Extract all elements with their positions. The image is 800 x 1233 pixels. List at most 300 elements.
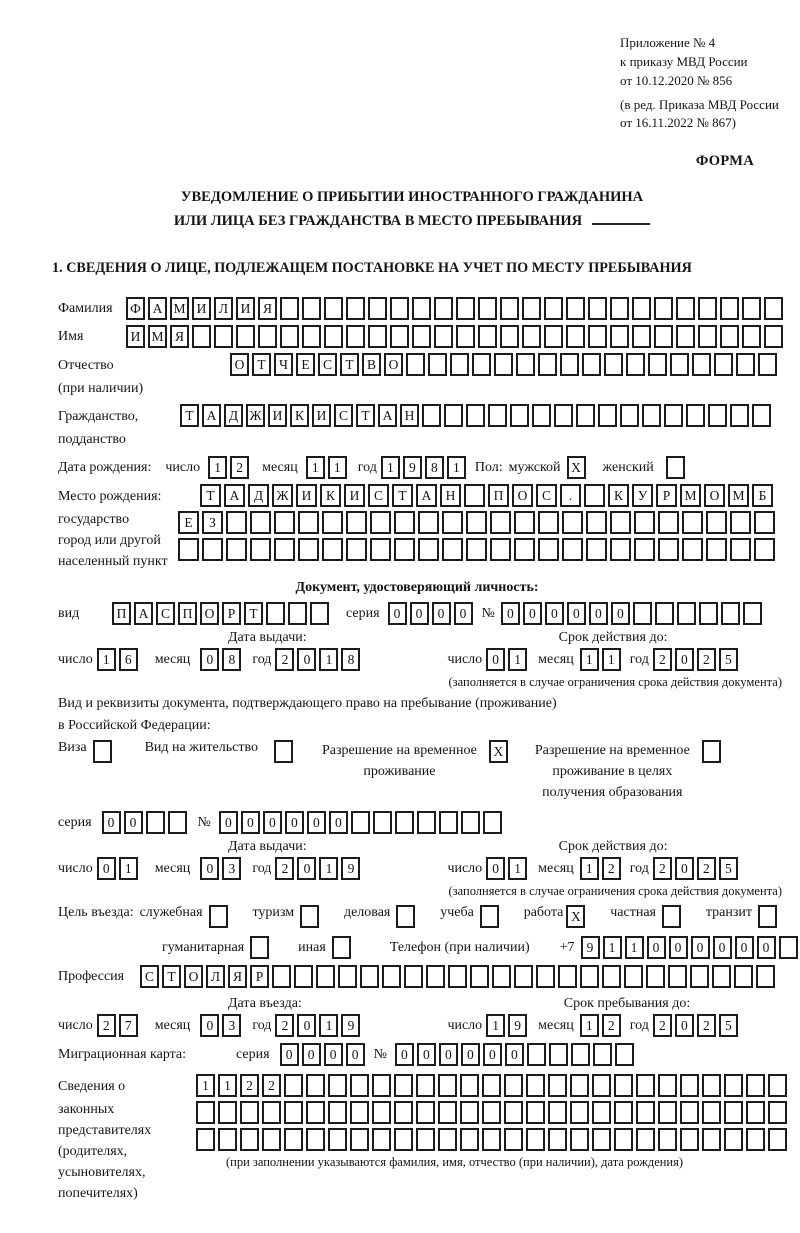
char-cell[interactable] xyxy=(478,297,497,320)
char-cell[interactable]: Н xyxy=(440,484,461,507)
char-cell[interactable]: М xyxy=(148,325,167,348)
checkbox-study[interactable] xyxy=(480,905,499,928)
char-cell[interactable] xyxy=(592,1074,611,1097)
char-cell[interactable] xyxy=(280,297,299,320)
char-cell[interactable]: К xyxy=(608,484,629,507)
char-cell[interactable] xyxy=(746,1101,765,1124)
char-cell[interactable]: 1 xyxy=(381,456,400,479)
char-cell[interactable]: 3 xyxy=(222,857,241,880)
char-cell[interactable]: 0 xyxy=(567,602,586,625)
char-cell[interactable] xyxy=(250,538,271,561)
char-cell[interactable]: 9 xyxy=(581,936,600,959)
char-cell[interactable]: Я xyxy=(228,965,247,988)
char-cell[interactable] xyxy=(306,1128,325,1151)
char-cell[interactable]: 1 xyxy=(218,1074,237,1097)
char-cell[interactable]: О xyxy=(704,484,725,507)
char-cell[interactable] xyxy=(490,538,511,561)
char-cell[interactable] xyxy=(514,511,535,534)
char-cell[interactable]: 1 xyxy=(319,648,338,671)
char-cell[interactable] xyxy=(390,297,409,320)
char-cell[interactable]: В xyxy=(362,353,381,376)
char-cell[interactable] xyxy=(442,511,463,534)
char-cell[interactable]: 5 xyxy=(719,1014,738,1037)
char-cell[interactable]: И xyxy=(312,404,331,427)
char-cell[interactable] xyxy=(346,325,365,348)
char-cell[interactable] xyxy=(714,353,733,376)
char-cell[interactable]: 0 xyxy=(505,1043,524,1066)
char-cell[interactable] xyxy=(604,353,623,376)
char-cell[interactable] xyxy=(504,1101,523,1124)
char-cell[interactable] xyxy=(370,511,391,534)
char-cell[interactable]: М xyxy=(680,484,701,507)
char-cell[interactable]: 0 xyxy=(757,936,776,959)
char-cell[interactable]: 1 xyxy=(508,648,527,671)
char-cell[interactable] xyxy=(434,325,453,348)
char-cell[interactable]: А xyxy=(416,484,437,507)
char-cell[interactable]: А xyxy=(202,404,221,427)
char-cell[interactable]: З xyxy=(202,511,223,534)
char-cell[interactable]: 0 xyxy=(307,811,326,834)
char-cell[interactable] xyxy=(592,1128,611,1151)
char-cell[interactable] xyxy=(712,965,731,988)
char-cell[interactable] xyxy=(602,965,621,988)
char-cell[interactable]: 8 xyxy=(341,648,360,671)
char-cell[interactable]: С xyxy=(156,602,175,625)
char-cell[interactable] xyxy=(752,404,771,427)
char-cell[interactable] xyxy=(395,811,414,834)
char-cell[interactable] xyxy=(570,1128,589,1151)
char-cell[interactable] xyxy=(632,325,651,348)
char-cell[interactable]: 1 xyxy=(196,1074,215,1097)
char-cell[interactable] xyxy=(461,811,480,834)
char-cell[interactable] xyxy=(306,1074,325,1097)
char-cell[interactable] xyxy=(588,325,607,348)
char-cell[interactable] xyxy=(743,602,762,625)
char-cell[interactable]: 0 xyxy=(285,811,304,834)
char-cell[interactable]: И xyxy=(192,297,211,320)
char-cell[interactable] xyxy=(708,404,727,427)
char-cell[interactable] xyxy=(610,325,629,348)
char-cell[interactable] xyxy=(614,1101,633,1124)
char-cell[interactable] xyxy=(636,1074,655,1097)
char-cell[interactable]: 0 xyxy=(97,857,116,880)
char-cell[interactable] xyxy=(302,297,321,320)
char-cell[interactable] xyxy=(240,1101,259,1124)
char-cell[interactable] xyxy=(482,1074,501,1097)
checkbox-residence-permit[interactable] xyxy=(274,740,293,763)
char-cell[interactable] xyxy=(586,511,607,534)
char-cell[interactable] xyxy=(742,297,761,320)
char-cell[interactable]: Д xyxy=(248,484,269,507)
char-cell[interactable] xyxy=(202,538,223,561)
char-cell[interactable] xyxy=(298,511,319,534)
char-cell[interactable] xyxy=(272,965,291,988)
char-cell[interactable] xyxy=(721,602,740,625)
char-cell[interactable]: П xyxy=(488,484,509,507)
char-cell[interactable]: 9 xyxy=(341,857,360,880)
char-cell[interactable]: Т xyxy=(340,353,359,376)
char-cell[interactable] xyxy=(514,965,533,988)
char-cell[interactable] xyxy=(516,353,535,376)
char-cell[interactable] xyxy=(548,1101,567,1124)
char-cell[interactable] xyxy=(298,538,319,561)
char-cell[interactable] xyxy=(610,511,631,534)
char-cell[interactable] xyxy=(764,325,783,348)
char-cell[interactable]: 1 xyxy=(319,857,338,880)
char-cell[interactable]: Т xyxy=(180,404,199,427)
char-cell[interactable] xyxy=(417,811,436,834)
char-cell[interactable] xyxy=(338,965,357,988)
char-cell[interactable]: 0 xyxy=(124,811,143,834)
char-cell[interactable] xyxy=(266,602,285,625)
char-cell[interactable] xyxy=(280,325,299,348)
char-cell[interactable]: Т xyxy=(392,484,413,507)
char-cell[interactable]: 5 xyxy=(719,857,738,880)
char-cell[interactable]: 1 xyxy=(119,857,138,880)
char-cell[interactable] xyxy=(593,1043,612,1066)
char-cell[interactable] xyxy=(294,965,313,988)
char-cell[interactable] xyxy=(262,1128,281,1151)
char-cell[interactable]: 2 xyxy=(275,1014,294,1037)
char-cell[interactable]: О xyxy=(184,965,203,988)
char-cell[interactable] xyxy=(734,965,753,988)
char-cell[interactable] xyxy=(562,538,583,561)
char-cell[interactable]: 1 xyxy=(447,456,466,479)
char-cell[interactable] xyxy=(350,1101,369,1124)
char-cell[interactable]: И xyxy=(344,484,365,507)
char-cell[interactable]: О xyxy=(230,353,249,376)
char-cell[interactable] xyxy=(460,1074,479,1097)
char-cell[interactable] xyxy=(324,297,343,320)
char-cell[interactable] xyxy=(680,1128,699,1151)
char-cell[interactable] xyxy=(328,1101,347,1124)
char-cell[interactable] xyxy=(522,297,541,320)
char-cell[interactable] xyxy=(702,1128,721,1151)
char-cell[interactable] xyxy=(372,1128,391,1151)
char-cell[interactable] xyxy=(768,1128,787,1151)
char-cell[interactable]: О xyxy=(200,602,219,625)
char-cell[interactable] xyxy=(466,538,487,561)
char-cell[interactable] xyxy=(214,325,233,348)
char-cell[interactable]: М xyxy=(170,297,189,320)
char-cell[interactable] xyxy=(592,1101,611,1124)
char-cell[interactable]: Б xyxy=(752,484,773,507)
char-cell[interactable]: 3 xyxy=(222,1014,241,1037)
char-cell[interactable] xyxy=(368,325,387,348)
char-cell[interactable]: 2 xyxy=(653,857,672,880)
checkbox-transit[interactable] xyxy=(758,905,777,928)
char-cell[interactable] xyxy=(240,1128,259,1151)
char-cell[interactable] xyxy=(482,1101,501,1124)
char-cell[interactable]: 0 xyxy=(483,1043,502,1066)
char-cell[interactable] xyxy=(682,538,703,561)
char-cell[interactable] xyxy=(544,325,563,348)
char-cell[interactable] xyxy=(370,538,391,561)
char-cell[interactable] xyxy=(548,1128,567,1151)
char-cell[interactable] xyxy=(690,965,709,988)
char-cell[interactable] xyxy=(658,1074,677,1097)
char-cell[interactable]: 1 xyxy=(580,1014,599,1037)
char-cell[interactable] xyxy=(226,511,247,534)
char-cell[interactable]: 2 xyxy=(275,648,294,671)
char-cell[interactable] xyxy=(470,965,489,988)
char-cell[interactable]: Р xyxy=(250,965,269,988)
char-cell[interactable] xyxy=(706,538,727,561)
checkbox-other[interactable] xyxy=(332,936,351,959)
char-cell[interactable] xyxy=(302,325,321,348)
char-cell[interactable] xyxy=(658,1101,677,1124)
char-cell[interactable]: А xyxy=(378,404,397,427)
char-cell[interactable] xyxy=(316,965,335,988)
char-cell[interactable] xyxy=(560,353,579,376)
char-cell[interactable]: 2 xyxy=(97,1014,116,1037)
char-cell[interactable]: 8 xyxy=(425,456,444,479)
char-cell[interactable] xyxy=(226,538,247,561)
char-cell[interactable]: 0 xyxy=(735,936,754,959)
char-cell[interactable]: 0 xyxy=(611,602,630,625)
char-cell[interactable] xyxy=(442,538,463,561)
char-cell[interactable] xyxy=(514,538,535,561)
char-cell[interactable]: 0 xyxy=(713,936,732,959)
char-cell[interactable]: 1 xyxy=(306,456,325,479)
char-cell[interactable]: С xyxy=(368,484,389,507)
char-cell[interactable]: С xyxy=(318,353,337,376)
char-cell[interactable] xyxy=(698,325,717,348)
char-cell[interactable] xyxy=(416,1101,435,1124)
char-cell[interactable] xyxy=(536,965,555,988)
char-cell[interactable] xyxy=(526,1074,545,1097)
char-cell[interactable] xyxy=(368,297,387,320)
char-cell[interactable] xyxy=(196,1101,215,1124)
char-cell[interactable]: 0 xyxy=(395,1043,414,1066)
char-cell[interactable]: Т xyxy=(162,965,181,988)
char-cell[interactable] xyxy=(676,325,695,348)
char-cell[interactable]: 2 xyxy=(240,1074,259,1097)
checkbox-tourism[interactable] xyxy=(300,905,319,928)
char-cell[interactable]: 1 xyxy=(328,456,347,479)
char-cell[interactable] xyxy=(416,1128,435,1151)
char-cell[interactable] xyxy=(768,1074,787,1097)
char-cell[interactable]: Ж xyxy=(246,404,265,427)
char-cell[interactable] xyxy=(168,811,187,834)
char-cell[interactable] xyxy=(416,1074,435,1097)
char-cell[interactable] xyxy=(526,1101,545,1124)
char-cell[interactable] xyxy=(636,1128,655,1151)
char-cell[interactable]: 1 xyxy=(580,648,599,671)
char-cell[interactable]: 2 xyxy=(653,1014,672,1037)
char-cell[interactable] xyxy=(670,353,689,376)
char-cell[interactable] xyxy=(482,1128,501,1151)
char-cell[interactable] xyxy=(698,297,717,320)
char-cell[interactable] xyxy=(548,1074,567,1097)
char-cell[interactable] xyxy=(677,602,696,625)
char-cell[interactable]: 0 xyxy=(501,602,520,625)
char-cell[interactable] xyxy=(350,1074,369,1097)
char-cell[interactable]: 9 xyxy=(341,1014,360,1037)
char-cell[interactable] xyxy=(146,811,165,834)
char-cell[interactable] xyxy=(620,404,639,427)
char-cell[interactable] xyxy=(448,965,467,988)
char-cell[interactable] xyxy=(658,538,679,561)
char-cell[interactable] xyxy=(646,965,665,988)
char-cell[interactable]: 0 xyxy=(302,1043,321,1066)
checkbox-official[interactable] xyxy=(209,905,228,928)
char-cell[interactable] xyxy=(730,511,751,534)
char-cell[interactable] xyxy=(754,511,775,534)
char-cell[interactable] xyxy=(642,404,661,427)
char-cell[interactable]: Л xyxy=(206,965,225,988)
char-cell[interactable]: 2 xyxy=(230,456,249,479)
char-cell[interactable] xyxy=(500,325,519,348)
char-cell[interactable] xyxy=(494,353,513,376)
char-cell[interactable]: 2 xyxy=(653,648,672,671)
char-cell[interactable] xyxy=(632,297,651,320)
char-cell[interactable]: 0 xyxy=(461,1043,480,1066)
char-cell[interactable]: 0 xyxy=(691,936,710,959)
char-cell[interactable] xyxy=(500,297,519,320)
char-cell[interactable] xyxy=(610,538,631,561)
char-cell[interactable] xyxy=(460,1128,479,1151)
char-cell[interactable] xyxy=(658,511,679,534)
char-cell[interactable]: 0 xyxy=(346,1043,365,1066)
char-cell[interactable] xyxy=(680,1074,699,1097)
char-cell[interactable]: Т xyxy=(200,484,221,507)
char-cell[interactable] xyxy=(492,965,511,988)
char-cell[interactable] xyxy=(636,1101,655,1124)
char-cell[interactable]: П xyxy=(178,602,197,625)
char-cell[interactable] xyxy=(598,404,617,427)
char-cell[interactable] xyxy=(196,1128,215,1151)
char-cell[interactable] xyxy=(328,1128,347,1151)
char-cell[interactable]: Я xyxy=(170,325,189,348)
char-cell[interactable] xyxy=(373,811,392,834)
char-cell[interactable] xyxy=(466,404,485,427)
checkbox-private[interactable] xyxy=(662,905,681,928)
char-cell[interactable]: К xyxy=(290,404,309,427)
char-cell[interactable] xyxy=(724,1074,743,1097)
char-cell[interactable] xyxy=(444,404,463,427)
char-cell[interactable]: 8 xyxy=(222,648,241,671)
char-cell[interactable]: 1 xyxy=(603,936,622,959)
char-cell[interactable] xyxy=(490,511,511,534)
char-cell[interactable]: 2 xyxy=(697,648,716,671)
char-cell[interactable]: 0 xyxy=(486,857,505,880)
char-cell[interactable] xyxy=(680,1101,699,1124)
checkbox-visa[interactable] xyxy=(93,740,112,763)
char-cell[interactable]: 0 xyxy=(219,811,238,834)
checkbox-business[interactable] xyxy=(396,905,415,928)
char-cell[interactable] xyxy=(626,353,645,376)
char-cell[interactable]: И xyxy=(268,404,287,427)
char-cell[interactable] xyxy=(526,1128,545,1151)
checkbox-female[interactable] xyxy=(666,456,685,479)
char-cell[interactable] xyxy=(288,602,307,625)
char-cell[interactable] xyxy=(346,538,367,561)
char-cell[interactable] xyxy=(483,811,502,834)
char-cell[interactable] xyxy=(648,353,667,376)
checkbox-temp-residence[interactable]: X xyxy=(489,740,508,763)
char-cell[interactable] xyxy=(736,353,755,376)
char-cell[interactable] xyxy=(558,965,577,988)
char-cell[interactable]: 1 xyxy=(625,936,644,959)
char-cell[interactable]: 0 xyxy=(545,602,564,625)
char-cell[interactable] xyxy=(346,297,365,320)
char-cell[interactable]: 0 xyxy=(297,648,316,671)
char-cell[interactable] xyxy=(478,325,497,348)
char-cell[interactable] xyxy=(510,404,529,427)
char-cell[interactable]: С xyxy=(140,965,159,988)
char-cell[interactable]: 0 xyxy=(297,857,316,880)
char-cell[interactable] xyxy=(438,1128,457,1151)
char-cell[interactable] xyxy=(418,511,439,534)
char-cell[interactable] xyxy=(614,1074,633,1097)
char-cell[interactable] xyxy=(615,1043,634,1066)
char-cell[interactable]: 0 xyxy=(675,1014,694,1037)
char-cell[interactable] xyxy=(328,1074,347,1097)
char-cell[interactable] xyxy=(692,353,711,376)
char-cell[interactable] xyxy=(372,1074,391,1097)
char-cell[interactable] xyxy=(720,297,739,320)
char-cell[interactable] xyxy=(768,1101,787,1124)
char-cell[interactable]: 1 xyxy=(319,1014,338,1037)
char-cell[interactable]: 1 xyxy=(602,648,621,671)
char-cell[interactable] xyxy=(562,511,583,534)
char-cell[interactable] xyxy=(406,353,425,376)
char-cell[interactable] xyxy=(258,325,277,348)
char-cell[interactable] xyxy=(742,325,761,348)
char-cell[interactable] xyxy=(538,353,557,376)
char-cell[interactable]: 0 xyxy=(324,1043,343,1066)
char-cell[interactable] xyxy=(624,965,643,988)
char-cell[interactable] xyxy=(588,297,607,320)
char-cell[interactable] xyxy=(360,965,379,988)
char-cell[interactable]: 0 xyxy=(523,602,542,625)
char-cell[interactable] xyxy=(702,1101,721,1124)
char-cell[interactable]: С xyxy=(536,484,557,507)
char-cell[interactable] xyxy=(466,511,487,534)
char-cell[interactable]: Я xyxy=(258,297,277,320)
char-cell[interactable]: А xyxy=(148,297,167,320)
char-cell[interactable] xyxy=(324,325,343,348)
char-cell[interactable] xyxy=(566,325,585,348)
char-cell[interactable] xyxy=(434,297,453,320)
char-cell[interactable] xyxy=(532,404,551,427)
char-cell[interactable] xyxy=(668,965,687,988)
char-cell[interactable] xyxy=(580,965,599,988)
char-cell[interactable]: А xyxy=(134,602,153,625)
char-cell[interactable] xyxy=(460,1101,479,1124)
char-cell[interactable] xyxy=(756,965,775,988)
char-cell[interactable] xyxy=(394,1128,413,1151)
char-cell[interactable]: О xyxy=(512,484,533,507)
char-cell[interactable] xyxy=(706,511,727,534)
char-cell[interactable] xyxy=(218,1101,237,1124)
char-cell[interactable] xyxy=(351,811,370,834)
char-cell[interactable]: 2 xyxy=(697,857,716,880)
char-cell[interactable] xyxy=(654,297,673,320)
char-cell[interactable] xyxy=(664,404,683,427)
char-cell[interactable]: 6 xyxy=(119,648,138,671)
char-cell[interactable]: 0 xyxy=(675,648,694,671)
char-cell[interactable] xyxy=(549,1043,568,1066)
char-cell[interactable] xyxy=(306,1101,325,1124)
char-cell[interactable] xyxy=(720,325,739,348)
char-cell[interactable] xyxy=(450,353,469,376)
char-cell[interactable] xyxy=(412,297,431,320)
char-cell[interactable]: 0 xyxy=(200,857,219,880)
char-cell[interactable] xyxy=(284,1101,303,1124)
char-cell[interactable]: Т xyxy=(244,602,263,625)
